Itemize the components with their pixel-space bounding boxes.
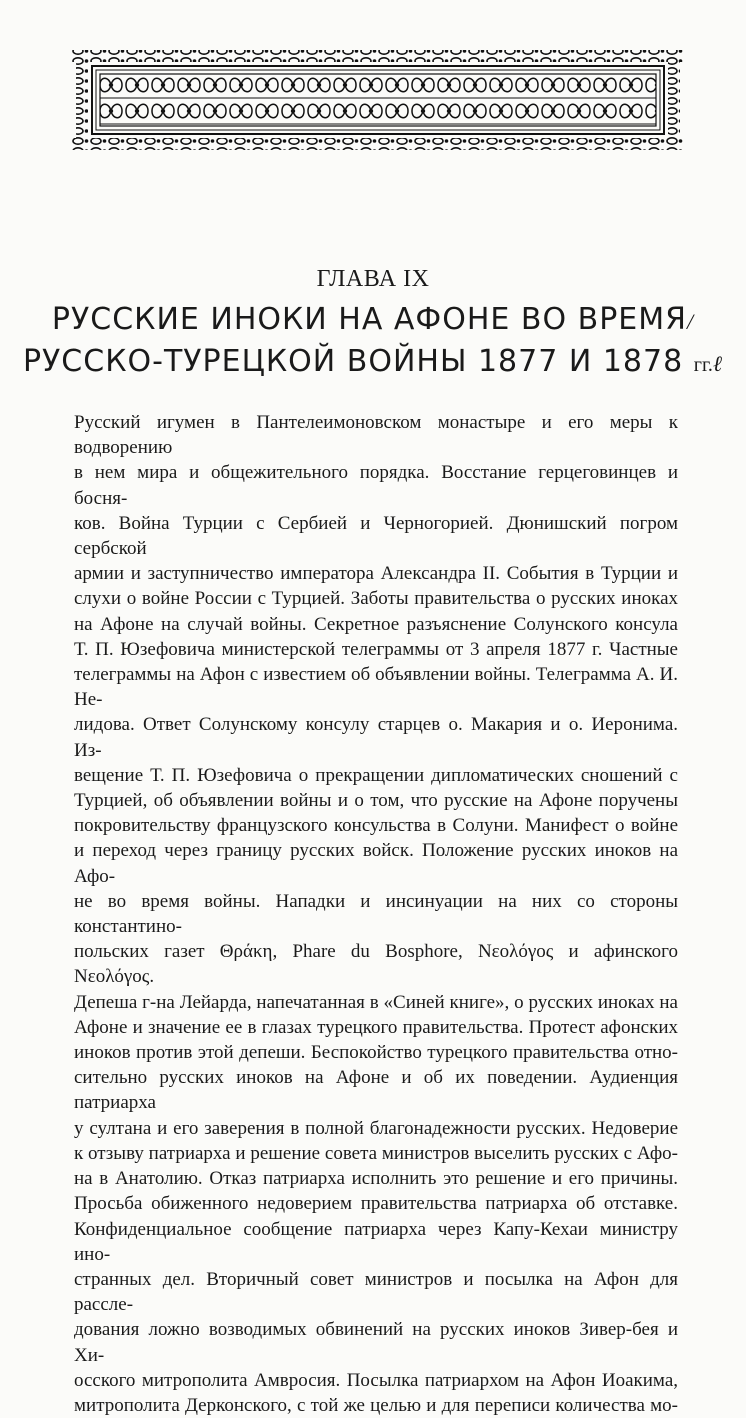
chapter-title-line-2-text: РУССКО-ТУРЕЦКОЙ ВОЙНЫ 1877 И 1878 xyxy=(22,344,684,379)
summary-line: покровительству французского консульства в Солуни. Манифест о войне xyxy=(74,815,678,837)
summary-line: Турцией, об объявлении войны и о том, что русские на Афоне поручены xyxy=(74,790,678,812)
chapter-title xyxy=(0,300,746,385)
summary-line: Т. П. Юзефовича министерской телеграммы от 3 апреля 1877 г. Частные xyxy=(74,638,678,660)
summary-line: и переход через границу русских войск. Положение русских иноков на Афо- xyxy=(74,840,678,887)
chapter-title-suffix: гг. xyxy=(693,354,713,376)
ornamental-border xyxy=(72,46,684,154)
summary-line: Русский игумен в Пантелеимоновском монастыре и его меры к водворению xyxy=(74,412,678,459)
summary-line: вещение Т. П. Юзефовича о прекращении дипломатических сношений с xyxy=(74,764,678,786)
chapter-title-line-2 xyxy=(0,342,746,385)
summary-line: к отзыву патриарха и решение совета министров выселить русских с Афо- xyxy=(74,1142,678,1164)
summary-line: странных дел. Вторичный совет министров и посылка на Афон для рассле- xyxy=(74,1268,678,1316)
chapter-title-line-1 xyxy=(0,300,746,342)
summary-line: сительно русских иноков на Афоне и об их поведении. Аудиенция патриарха xyxy=(74,1067,678,1114)
summary-line: Афоне и значение ее в глазах турецкого правительства. Протест афонских xyxy=(74,1016,678,1038)
margin-mark: / xyxy=(686,309,695,334)
summary-line: лидова. Ответ Солунскому консулу старцев о. Макария и о. Иеронима. Из- xyxy=(74,714,678,761)
summary-line: Конфиденциальное сообщение патриарха через Капу-Кехаи министру ино- xyxy=(74,1218,678,1265)
summary-line: иноков против этой депеши. Беспокойство турецкого правительства отно- xyxy=(74,1042,678,1064)
summary-line: армии и заступничество императора Александра II. События в Турции и xyxy=(74,563,678,585)
summary-line: Просьба обиженного недоверием правительства патриарха об отставке. xyxy=(74,1193,678,1215)
chapter-title-line-1-text: РУССКИЕ ИНОКИ НА АФОНЕ ВО ВРЕМЯ xyxy=(51,302,687,337)
summary-line: ков. Война Турции с Сербией и Черногорией. Дюнишский погром сербской xyxy=(74,512,678,560)
chapter-summary xyxy=(74,410,678,1418)
summary-line: Депеша г-на Лейарда, напечатанная в «Синей книге», о русских иноках на xyxy=(74,991,678,1013)
chapter-label: ГЛАВА IX xyxy=(316,266,430,292)
summary-line: на в Анатолию. Отказ патриарха исполнить это решение и его причины. xyxy=(74,1168,678,1190)
summary-line: дования ложно возводимых обвинений на русских иноков Зивер-бея и Хи- xyxy=(74,1319,678,1366)
summary-line: слухи о войне России с Турцией. Заботы правительства о русских иноках xyxy=(74,588,678,610)
summary-line: осского митрополита Амвросия. Посылка патриархом на Афон Иоакима, xyxy=(74,1369,678,1391)
summary-line: в нем мира и общежительного порядка. Восстание герцеговинцев и босня- xyxy=(74,462,678,509)
summary-line: митрополита Дерконского, с той же целью и для переписи количества мо- xyxy=(74,1394,678,1416)
summary-line: на Афоне на случай войны. Секретное разъяснение Солунского консула xyxy=(74,613,678,635)
summary-line: не во время войны. Нападки и инсинуации на них со стороны константино- xyxy=(74,890,678,938)
margin-mark: ℓ xyxy=(712,351,724,376)
summary-line: польских газет Θράκη, Phare du Bosphore, Νεολόγος и афинского Νεολόγος. xyxy=(74,941,678,988)
summary-line: телеграммы на Афон с известием об объявлении войны. Телеграмма А. И. Не- xyxy=(74,664,678,711)
summary-line: у султана и его заверения в полной благонадежности русских. Недоверие xyxy=(74,1117,678,1139)
